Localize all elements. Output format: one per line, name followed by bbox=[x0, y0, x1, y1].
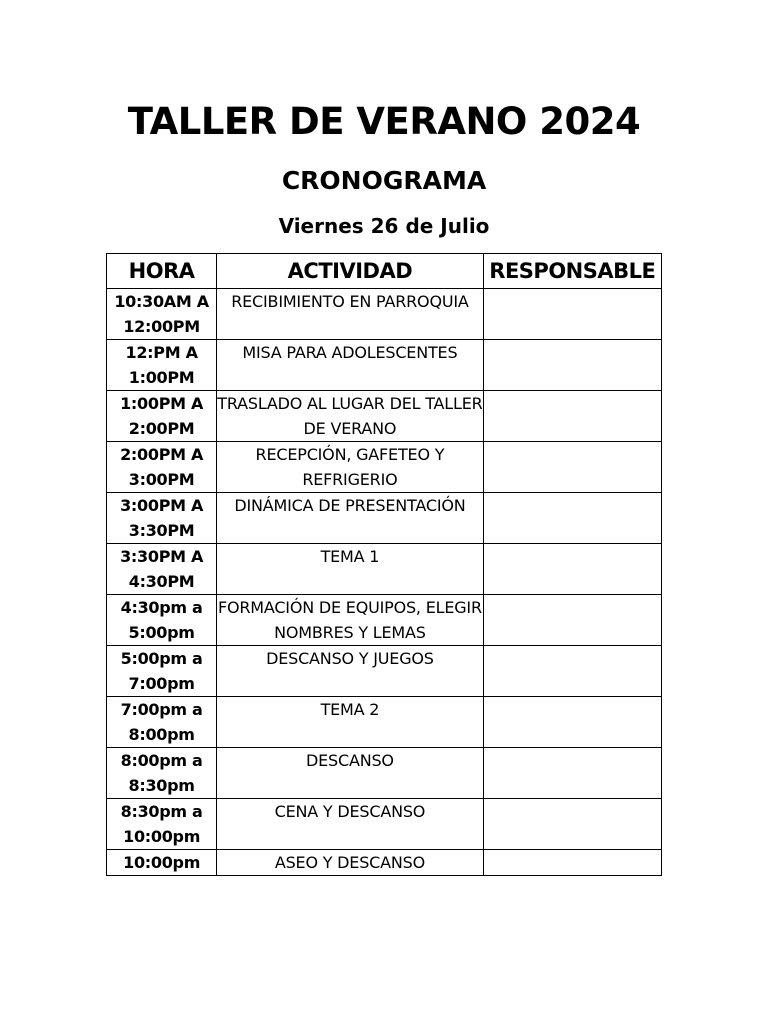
event-date: Viernes 26 de Julio bbox=[278, 214, 490, 238]
table-row bbox=[107, 850, 662, 876]
responsable-cell bbox=[483, 289, 661, 340]
hora-cell: 10:30AM A 12:00PM bbox=[107, 289, 217, 340]
table-row bbox=[107, 289, 662, 340]
responsable-cell bbox=[483, 748, 661, 799]
table-row bbox=[107, 493, 662, 544]
document-subtitle: CRONOGRAMA bbox=[281, 166, 487, 195]
schedule-table bbox=[106, 253, 662, 876]
page-title: TALLER DE VERANO 2024 bbox=[127, 100, 641, 143]
table-row bbox=[107, 799, 662, 850]
actividad-cell: FORMACIÓN DE EQUIPOS, ELEGIR NOMBRES Y LEMAS bbox=[217, 595, 483, 646]
hora-cell: 8:00pm a 8:30pm bbox=[107, 748, 217, 799]
column-header-hora: HORA bbox=[107, 254, 217, 289]
responsable-cell bbox=[483, 799, 661, 850]
hora-cell: 8:30pm a 10:00pm bbox=[107, 799, 217, 850]
table-row bbox=[107, 646, 662, 697]
table-row bbox=[107, 595, 662, 646]
responsable-cell bbox=[483, 697, 661, 748]
hora-cell: 2:00PM A 3:00PM bbox=[107, 442, 217, 493]
table-row bbox=[107, 340, 662, 391]
hora-cell: 3:00PM A 3:30PM bbox=[107, 493, 217, 544]
actividad-cell: MISA PARA ADOLESCENTES bbox=[217, 340, 483, 391]
hora-cell: 4:30pm a 5:00pm bbox=[107, 595, 217, 646]
column-header-responsable: RESPONSABLE bbox=[483, 254, 661, 289]
column-header-actividad: ACTIVIDAD bbox=[217, 254, 483, 289]
table-row bbox=[107, 442, 662, 493]
actividad-cell: RECEPCIÓN, GAFETEO Y REFRIGERIO bbox=[217, 442, 483, 493]
responsable-cell bbox=[483, 340, 661, 391]
responsable-cell bbox=[483, 544, 661, 595]
actividad-cell: DESCANSO Y JUEGOS bbox=[217, 646, 483, 697]
hora-cell: 1:00PM A 2:00PM bbox=[107, 391, 217, 442]
table-row bbox=[107, 748, 662, 799]
responsable-cell bbox=[483, 850, 661, 876]
actividad-cell: TRASLADO AL LUGAR DEL TALLER DE VERANO bbox=[217, 391, 483, 442]
actividad-cell: DINÁMICA DE PRESENTACIÓN bbox=[217, 493, 483, 544]
responsable-cell bbox=[483, 595, 661, 646]
hora-cell: 10:00pm bbox=[107, 850, 217, 876]
actividad-cell: ASEO Y DESCANSO bbox=[217, 850, 483, 876]
actividad-cell: DESCANSO bbox=[217, 748, 483, 799]
actividad-cell: TEMA 1 bbox=[217, 544, 483, 595]
hora-cell: 3:30PM A 4:30PM bbox=[107, 544, 217, 595]
responsable-cell bbox=[483, 493, 661, 544]
table-row bbox=[107, 544, 662, 595]
hora-cell: 7:00pm a 8:00pm bbox=[107, 697, 217, 748]
table-row bbox=[107, 391, 662, 442]
table-row bbox=[107, 697, 662, 748]
hora-cell: 12:PM A 1:00PM bbox=[107, 340, 217, 391]
responsable-cell bbox=[483, 391, 661, 442]
hora-cell: 5:00pm a 7:00pm bbox=[107, 646, 217, 697]
table-header-row bbox=[107, 254, 662, 289]
actividad-cell: RECIBIMIENTO EN PARROQUIA bbox=[217, 289, 483, 340]
actividad-cell: CENA Y DESCANSO bbox=[217, 799, 483, 850]
responsable-cell bbox=[483, 442, 661, 493]
actividad-cell: TEMA 2 bbox=[217, 697, 483, 748]
responsable-cell bbox=[483, 646, 661, 697]
